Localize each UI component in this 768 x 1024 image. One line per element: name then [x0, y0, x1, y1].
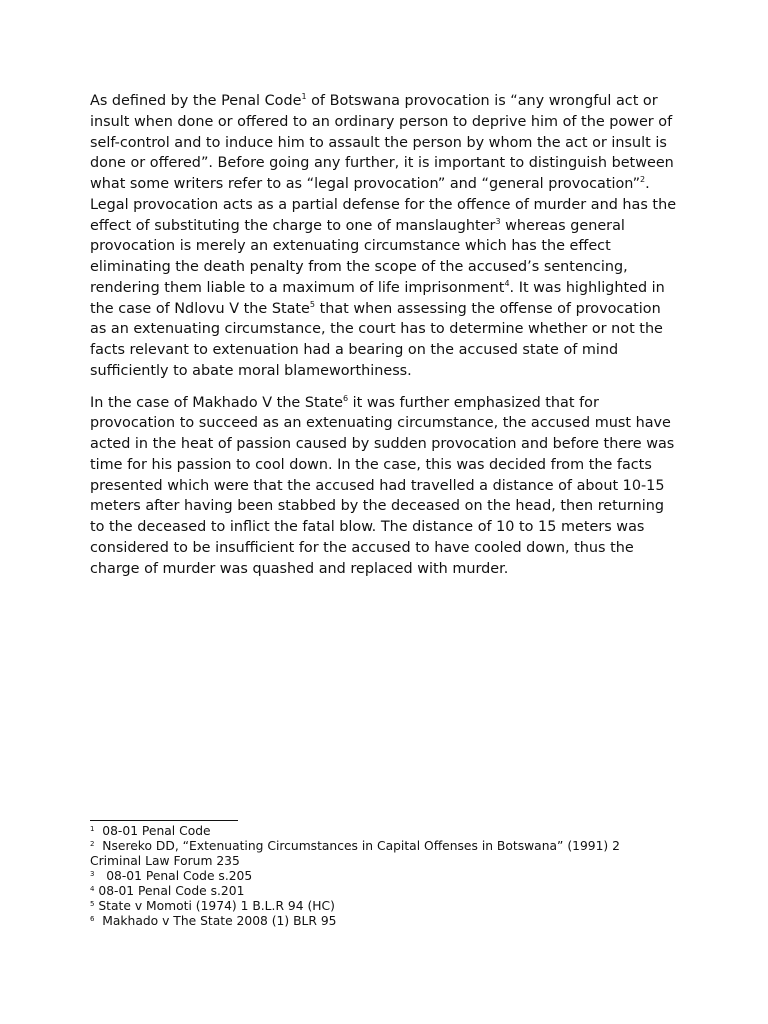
- footnote: [90, 824, 650, 839]
- paragraph-text: . Legal provocation acts as a partial defense for the offence of murder and has the effect of substituting the charge to one of manslaughter: [90, 176, 677, 234]
- paragraph-text: that when assessing the offense of provocation as an extenuating circumstance, the court has to determine whether or not the facts relevant to extenuation had a bearing on the accused state of mind sufficiently to abate moral blameworthiness.: [90, 300, 663, 379]
- paragraph-text: As defined by the Penal Code: [90, 93, 302, 109]
- footnote-text: Makhado v The State 2008 (1) BLR 95: [94, 914, 337, 928]
- footnote: [90, 899, 650, 914]
- paragraph-text: it was further emphasized that for provocation to succeed as an extenuating circumstance, the accused must have acted in the heat of passion caused by sudden provocation and before there was time for his passion to cool down. In the case, this was decided from the facts presented which were that the accused had travelled a distance of about 10-15 meters after having been stabbed by the deceased on the head, then returning to the deceased to inflict the fatal blow. The distance of 10 to 15 meters was considered to be insufficient for the accused to have cooled down, thus the charge of murder was quashed and replaced with murder.: [90, 394, 675, 577]
- footnote-reference[interactable]: 5: [309, 299, 316, 309]
- footnote-text: 08-01 Penal Code s.201: [94, 884, 245, 898]
- footnote-number: 2: [90, 840, 95, 848]
- paragraph: [90, 393, 680, 580]
- footnotes: [90, 824, 650, 929]
- footnote-reference[interactable]: 4: [504, 278, 510, 288]
- body-text: [90, 91, 680, 590]
- footnote: [90, 884, 650, 899]
- footnote-reference[interactable]: 1: [301, 92, 307, 101]
- footnote-number: 4: [90, 885, 95, 893]
- paragraph-text: . It was highlighted in the case of Ndlovu V the State: [90, 279, 665, 317]
- footnote-separator: [90, 820, 238, 821]
- footnote-number: 5: [90, 900, 95, 908]
- footnote-text: 08-01 Penal Code s.205: [94, 869, 253, 883]
- paragraph-text: of Botswana provocation is “any wrongful act or insult when done or offered to an ordinary person to deprive him of the power of self-control and to induce him to assault the person by whom the act or insult is done or offered”. Before going any further, it is important to distinguish between what some writers refer to as “legal provocation” and “general provocation”: [90, 93, 674, 192]
- paragraph-text: whereas general provocation is merely an extenuating circumstance which has the effect eliminating the death penalty from the scope of the accused’s sentencing, rendering them liable to a maximum of life imprisonment: [90, 217, 628, 296]
- footnote-reference[interactable]: 3: [495, 216, 501, 226]
- footnote-text: 08-01 Penal Code: [94, 824, 211, 838]
- paragraph-text: In the case of Makhado V the State: [90, 394, 343, 411]
- footnote-number: 1: [90, 825, 95, 833]
- footnote-reference[interactable]: 2: [640, 175, 646, 184]
- footnote: [90, 839, 650, 869]
- footnote-reference[interactable]: 6: [342, 393, 349, 403]
- footnote-text: State v Momoti (1974) 1 B.L.R 94 (HC): [94, 899, 335, 913]
- footnote-number: 6: [90, 915, 95, 923]
- footnote: [90, 869, 650, 884]
- footnote: [90, 914, 650, 929]
- paragraph: [90, 91, 680, 382]
- footnote-number: 3: [90, 870, 95, 878]
- footnote-text: Nsereko DD, “Extenuating Circumstances in Capital Offenses in Botswana” (1991) 2 Criminal Law Forum 235: [90, 839, 624, 868]
